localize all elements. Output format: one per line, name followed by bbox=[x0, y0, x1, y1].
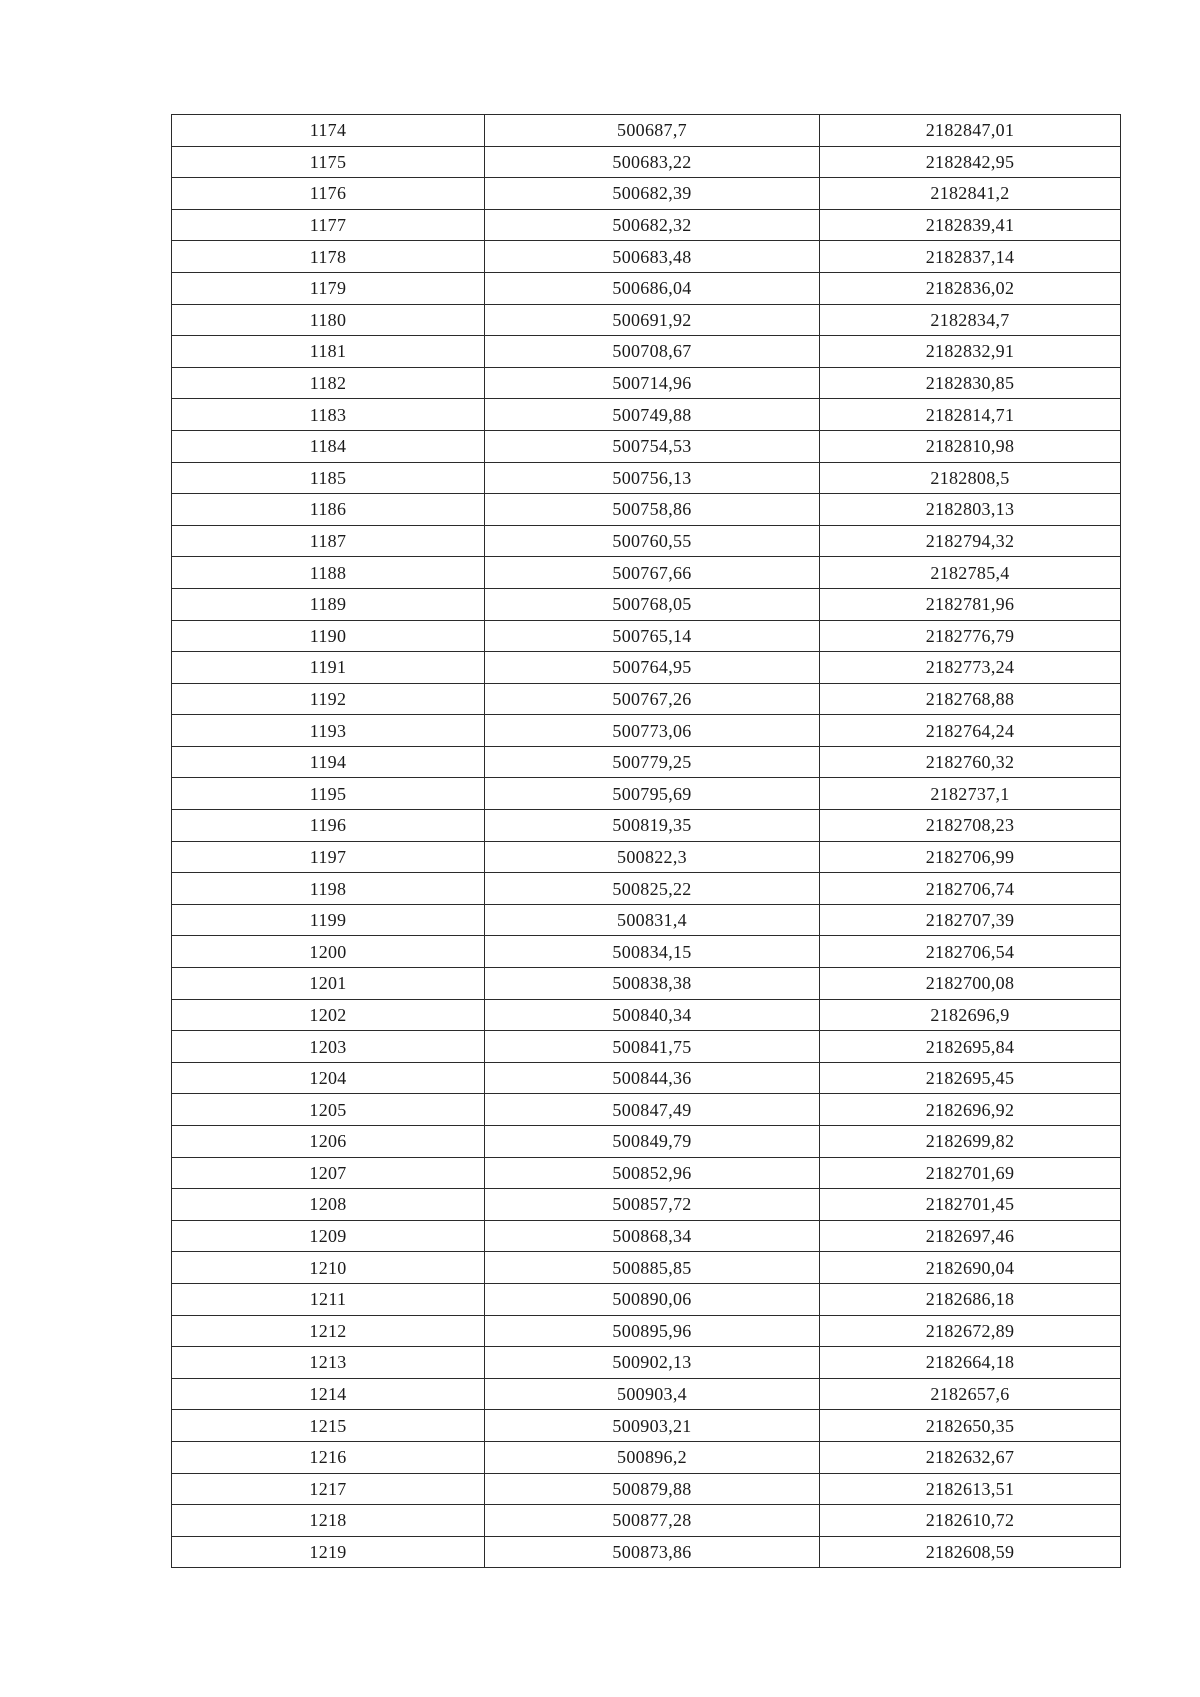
y-coordinate-cell: 2182837,14 bbox=[820, 241, 1121, 273]
table-row bbox=[172, 494, 1121, 526]
table-row bbox=[172, 146, 1121, 178]
table-row bbox=[172, 304, 1121, 336]
coordinates-table bbox=[171, 114, 1121, 1568]
x-coordinate-cell: 500714,96 bbox=[485, 367, 820, 399]
point-number-cell: 1185 bbox=[172, 462, 485, 494]
x-coordinate-cell: 500868,34 bbox=[485, 1220, 820, 1252]
x-coordinate-cell: 500841,75 bbox=[485, 1031, 820, 1063]
x-coordinate-cell: 500890,06 bbox=[485, 1283, 820, 1315]
table-row bbox=[172, 968, 1121, 1000]
table-row bbox=[172, 620, 1121, 652]
y-coordinate-cell: 2182708,23 bbox=[820, 810, 1121, 842]
table-row bbox=[172, 1347, 1121, 1379]
y-coordinate-cell: 2182706,99 bbox=[820, 841, 1121, 873]
x-coordinate-cell: 500764,95 bbox=[485, 652, 820, 684]
table-row bbox=[172, 1473, 1121, 1505]
y-coordinate-cell: 2182776,79 bbox=[820, 620, 1121, 652]
x-coordinate-cell: 500834,15 bbox=[485, 936, 820, 968]
y-coordinate-cell: 2182613,51 bbox=[820, 1473, 1121, 1505]
point-number-cell: 1189 bbox=[172, 588, 485, 620]
y-coordinate-cell: 2182632,67 bbox=[820, 1441, 1121, 1473]
x-coordinate-cell: 500847,49 bbox=[485, 1094, 820, 1126]
x-coordinate-cell: 500708,67 bbox=[485, 336, 820, 368]
y-coordinate-cell: 2182830,85 bbox=[820, 367, 1121, 399]
table-row bbox=[172, 841, 1121, 873]
point-number-cell: 1198 bbox=[172, 873, 485, 905]
y-coordinate-cell: 2182832,91 bbox=[820, 336, 1121, 368]
point-number-cell: 1175 bbox=[172, 146, 485, 178]
table-row bbox=[172, 652, 1121, 684]
table-row bbox=[172, 336, 1121, 368]
table-row bbox=[172, 1441, 1121, 1473]
point-number-cell: 1217 bbox=[172, 1473, 485, 1505]
point-number-cell: 1210 bbox=[172, 1252, 485, 1284]
point-number-cell: 1191 bbox=[172, 652, 485, 684]
table-row bbox=[172, 1189, 1121, 1221]
x-coordinate-cell: 500819,35 bbox=[485, 810, 820, 842]
y-coordinate-cell: 2182764,24 bbox=[820, 715, 1121, 747]
table-row bbox=[172, 1031, 1121, 1063]
x-coordinate-cell: 500691,92 bbox=[485, 304, 820, 336]
point-number-cell: 1179 bbox=[172, 272, 485, 304]
y-coordinate-cell: 2182664,18 bbox=[820, 1347, 1121, 1379]
point-number-cell: 1190 bbox=[172, 620, 485, 652]
y-coordinate-cell: 2182608,59 bbox=[820, 1536, 1121, 1568]
y-coordinate-cell: 2182696,92 bbox=[820, 1094, 1121, 1126]
table-row bbox=[172, 430, 1121, 462]
point-number-cell: 1182 bbox=[172, 367, 485, 399]
y-coordinate-cell: 2182700,08 bbox=[820, 968, 1121, 1000]
table-row bbox=[172, 1410, 1121, 1442]
point-number-cell: 1178 bbox=[172, 241, 485, 273]
table-row bbox=[172, 1378, 1121, 1410]
y-coordinate-cell: 2182610,72 bbox=[820, 1505, 1121, 1537]
point-number-cell: 1196 bbox=[172, 810, 485, 842]
point-number-cell: 1181 bbox=[172, 336, 485, 368]
y-coordinate-cell: 2182650,35 bbox=[820, 1410, 1121, 1442]
y-coordinate-cell: 2182695,45 bbox=[820, 1062, 1121, 1094]
y-coordinate-cell: 2182834,7 bbox=[820, 304, 1121, 336]
y-coordinate-cell: 2182803,13 bbox=[820, 494, 1121, 526]
point-number-cell: 1187 bbox=[172, 525, 485, 557]
table-row bbox=[172, 1283, 1121, 1315]
x-coordinate-cell: 500760,55 bbox=[485, 525, 820, 557]
table-row bbox=[172, 1505, 1121, 1537]
point-number-cell: 1208 bbox=[172, 1189, 485, 1221]
table-row bbox=[172, 115, 1121, 147]
x-coordinate-cell: 500838,38 bbox=[485, 968, 820, 1000]
table-row bbox=[172, 1126, 1121, 1158]
table-row bbox=[172, 462, 1121, 494]
point-number-cell: 1201 bbox=[172, 968, 485, 1000]
y-coordinate-cell: 2182706,54 bbox=[820, 936, 1121, 968]
table-row bbox=[172, 588, 1121, 620]
y-coordinate-cell: 2182839,41 bbox=[820, 209, 1121, 241]
x-coordinate-cell: 500879,88 bbox=[485, 1473, 820, 1505]
table-row bbox=[172, 209, 1121, 241]
table-row bbox=[172, 1062, 1121, 1094]
table-row bbox=[172, 399, 1121, 431]
x-coordinate-cell: 500903,21 bbox=[485, 1410, 820, 1442]
point-number-cell: 1180 bbox=[172, 304, 485, 336]
point-number-cell: 1184 bbox=[172, 430, 485, 462]
y-coordinate-cell: 2182701,69 bbox=[820, 1157, 1121, 1189]
y-coordinate-cell: 2182696,9 bbox=[820, 999, 1121, 1031]
x-coordinate-cell: 500749,88 bbox=[485, 399, 820, 431]
table-row bbox=[172, 778, 1121, 810]
table-row bbox=[172, 904, 1121, 936]
point-number-cell: 1192 bbox=[172, 683, 485, 715]
y-coordinate-cell: 2182657,6 bbox=[820, 1378, 1121, 1410]
point-number-cell: 1195 bbox=[172, 778, 485, 810]
point-number-cell: 1207 bbox=[172, 1157, 485, 1189]
table-row bbox=[172, 746, 1121, 778]
y-coordinate-cell: 2182836,02 bbox=[820, 272, 1121, 304]
point-number-cell: 1200 bbox=[172, 936, 485, 968]
x-coordinate-cell: 500840,34 bbox=[485, 999, 820, 1031]
x-coordinate-cell: 500768,05 bbox=[485, 588, 820, 620]
y-coordinate-cell: 2182707,39 bbox=[820, 904, 1121, 936]
point-number-cell: 1215 bbox=[172, 1410, 485, 1442]
table-row bbox=[172, 1252, 1121, 1284]
point-number-cell: 1202 bbox=[172, 999, 485, 1031]
table-row bbox=[172, 525, 1121, 557]
y-coordinate-cell: 2182697,46 bbox=[820, 1220, 1121, 1252]
table-row bbox=[172, 810, 1121, 842]
y-coordinate-cell: 2182768,88 bbox=[820, 683, 1121, 715]
y-coordinate-cell: 2182814,71 bbox=[820, 399, 1121, 431]
x-coordinate-cell: 500844,36 bbox=[485, 1062, 820, 1094]
table-row bbox=[172, 1157, 1121, 1189]
y-coordinate-cell: 2182773,24 bbox=[820, 652, 1121, 684]
point-number-cell: 1206 bbox=[172, 1126, 485, 1158]
point-number-cell: 1205 bbox=[172, 1094, 485, 1126]
table-row bbox=[172, 178, 1121, 210]
x-coordinate-cell: 500767,26 bbox=[485, 683, 820, 715]
x-coordinate-cell: 500767,66 bbox=[485, 557, 820, 589]
table-row bbox=[172, 999, 1121, 1031]
point-number-cell: 1176 bbox=[172, 178, 485, 210]
table-row bbox=[172, 557, 1121, 589]
y-coordinate-cell: 2182699,82 bbox=[820, 1126, 1121, 1158]
x-coordinate-cell: 500682,32 bbox=[485, 209, 820, 241]
table-row bbox=[172, 873, 1121, 905]
point-number-cell: 1203 bbox=[172, 1031, 485, 1063]
point-number-cell: 1218 bbox=[172, 1505, 485, 1537]
x-coordinate-cell: 500822,3 bbox=[485, 841, 820, 873]
y-coordinate-cell: 2182808,5 bbox=[820, 462, 1121, 494]
y-coordinate-cell: 2182672,89 bbox=[820, 1315, 1121, 1347]
point-number-cell: 1174 bbox=[172, 115, 485, 147]
x-coordinate-cell: 500896,2 bbox=[485, 1441, 820, 1473]
point-number-cell: 1199 bbox=[172, 904, 485, 936]
y-coordinate-cell: 2182781,96 bbox=[820, 588, 1121, 620]
table-row bbox=[172, 1315, 1121, 1347]
y-coordinate-cell: 2182847,01 bbox=[820, 115, 1121, 147]
y-coordinate-cell: 2182690,04 bbox=[820, 1252, 1121, 1284]
x-coordinate-cell: 500795,69 bbox=[485, 778, 820, 810]
x-coordinate-cell: 500902,13 bbox=[485, 1347, 820, 1379]
x-coordinate-cell: 500779,25 bbox=[485, 746, 820, 778]
point-number-cell: 1194 bbox=[172, 746, 485, 778]
point-number-cell: 1204 bbox=[172, 1062, 485, 1094]
table-row bbox=[172, 1536, 1121, 1568]
point-number-cell: 1193 bbox=[172, 715, 485, 747]
y-coordinate-cell: 2182737,1 bbox=[820, 778, 1121, 810]
x-coordinate-cell: 500885,85 bbox=[485, 1252, 820, 1284]
x-coordinate-cell: 500895,96 bbox=[485, 1315, 820, 1347]
point-number-cell: 1211 bbox=[172, 1283, 485, 1315]
point-number-cell: 1209 bbox=[172, 1220, 485, 1252]
x-coordinate-cell: 500758,86 bbox=[485, 494, 820, 526]
y-coordinate-cell: 2182785,4 bbox=[820, 557, 1121, 589]
x-coordinate-cell: 500903,4 bbox=[485, 1378, 820, 1410]
table-row bbox=[172, 367, 1121, 399]
y-coordinate-cell: 2182695,84 bbox=[820, 1031, 1121, 1063]
point-number-cell: 1216 bbox=[172, 1441, 485, 1473]
table-row bbox=[172, 683, 1121, 715]
x-coordinate-cell: 500683,22 bbox=[485, 146, 820, 178]
x-coordinate-cell: 500686,04 bbox=[485, 272, 820, 304]
x-coordinate-cell: 500765,14 bbox=[485, 620, 820, 652]
point-number-cell: 1188 bbox=[172, 557, 485, 589]
point-number-cell: 1219 bbox=[172, 1536, 485, 1568]
y-coordinate-cell: 2182760,32 bbox=[820, 746, 1121, 778]
y-coordinate-cell: 2182842,95 bbox=[820, 146, 1121, 178]
table-row bbox=[172, 1220, 1121, 1252]
point-number-cell: 1186 bbox=[172, 494, 485, 526]
y-coordinate-cell: 2182794,32 bbox=[820, 525, 1121, 557]
x-coordinate-cell: 500754,53 bbox=[485, 430, 820, 462]
x-coordinate-cell: 500682,39 bbox=[485, 178, 820, 210]
x-coordinate-cell: 500687,7 bbox=[485, 115, 820, 147]
point-number-cell: 1212 bbox=[172, 1315, 485, 1347]
x-coordinate-cell: 500857,72 bbox=[485, 1189, 820, 1221]
table-row bbox=[172, 936, 1121, 968]
x-coordinate-cell: 500773,06 bbox=[485, 715, 820, 747]
x-coordinate-cell: 500873,86 bbox=[485, 1536, 820, 1568]
point-number-cell: 1177 bbox=[172, 209, 485, 241]
point-number-cell: 1213 bbox=[172, 1347, 485, 1379]
table-row bbox=[172, 1094, 1121, 1126]
point-number-cell: 1214 bbox=[172, 1378, 485, 1410]
table-row bbox=[172, 272, 1121, 304]
x-coordinate-cell: 500683,48 bbox=[485, 241, 820, 273]
x-coordinate-cell: 500825,22 bbox=[485, 873, 820, 905]
x-coordinate-cell: 500849,79 bbox=[485, 1126, 820, 1158]
table-row bbox=[172, 241, 1121, 273]
point-number-cell: 1197 bbox=[172, 841, 485, 873]
x-coordinate-cell: 500831,4 bbox=[485, 904, 820, 936]
x-coordinate-cell: 500877,28 bbox=[485, 1505, 820, 1537]
y-coordinate-cell: 2182686,18 bbox=[820, 1283, 1121, 1315]
table-row bbox=[172, 715, 1121, 747]
x-coordinate-cell: 500756,13 bbox=[485, 462, 820, 494]
y-coordinate-cell: 2182810,98 bbox=[820, 430, 1121, 462]
point-number-cell: 1183 bbox=[172, 399, 485, 431]
y-coordinate-cell: 2182701,45 bbox=[820, 1189, 1121, 1221]
x-coordinate-cell: 500852,96 bbox=[485, 1157, 820, 1189]
y-coordinate-cell: 2182841,2 bbox=[820, 178, 1121, 210]
y-coordinate-cell: 2182706,74 bbox=[820, 873, 1121, 905]
coordinates-table-body bbox=[172, 115, 1121, 1568]
